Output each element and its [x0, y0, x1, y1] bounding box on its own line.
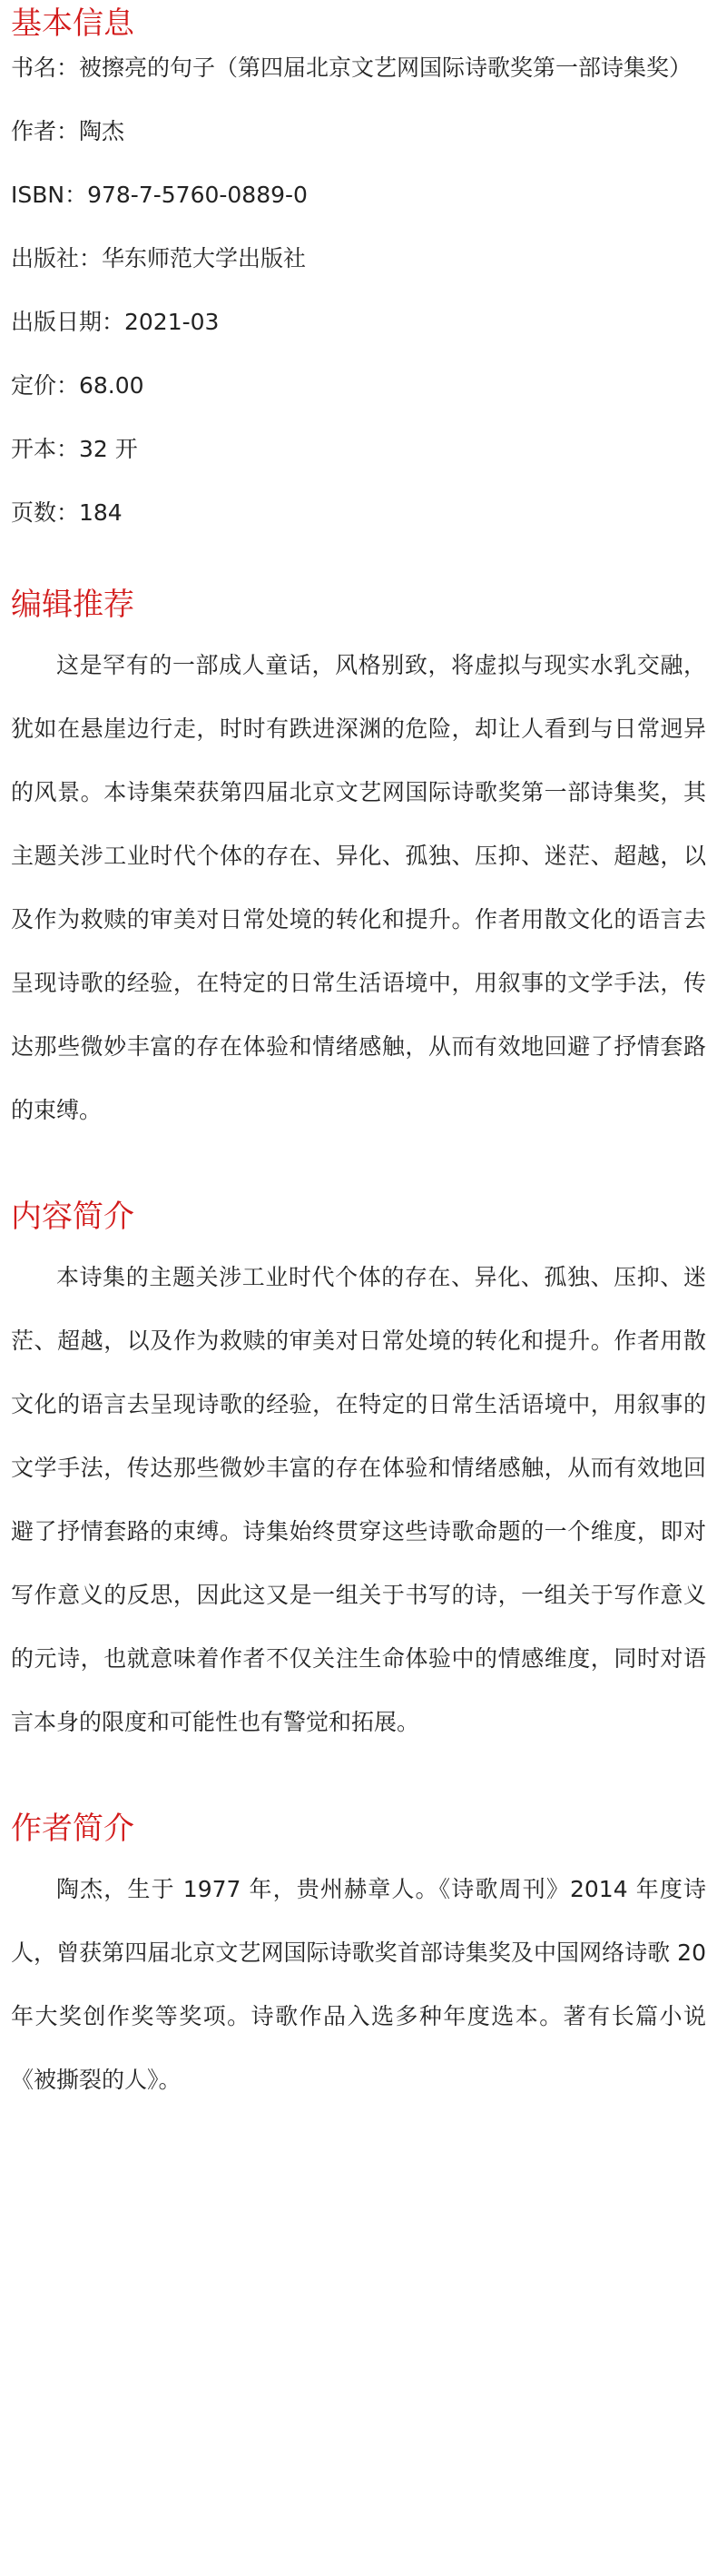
info-row-pages: 页数：184 — [11, 499, 123, 526]
info-row-title: 书名：被擦亮的句子（第四届北京文艺网国际诗歌奖第一部诗集奖） — [11, 54, 692, 81]
content-intro-section — [11, 1195, 706, 1754]
editor-recommend-text: 这是罕有的一部成人童话，风格别致，将虚拟与现实水乳交融，犹如在悬崖边行走，时时有跌进深渊的危险，却让人看到与日常迥异的风景。本诗集荣获第四届北京文艺网国际诗歌奖第一部诗集奖，其主题关涉工业时代个体的存在、异化、孤独、压抑、迷茫、超越，以及作为救赎的审美对日常处境的转化和提升。作者用散文化的语言去呈现诗歌的经验，在特定的日常生活语境中，用叙事的文学手法，传达那些微妙丰富的存在体验和情绪感触，从而有效地回避了抒情套路的束缚。 — [11, 652, 706, 1123]
content-intro-heading: 内容简介 — [11, 1199, 134, 1235]
info-row-isbn: ISBN：978-7-5760-0889-0 — [11, 182, 308, 208]
author-intro-section — [11, 1807, 706, 2112]
author-intro-heading: 作者简介 — [11, 1811, 134, 1847]
info-row-price: 定价：68.00 — [11, 372, 144, 399]
basic-info-section — [11, 0, 706, 527]
info-row-format: 开本：32 开 — [11, 436, 138, 462]
editor-recommend-section — [11, 583, 706, 1142]
info-row-publisher: 出版社：华东师范大学出版社 — [11, 245, 307, 271]
basic-info-heading: 基本信息 — [11, 5, 134, 42]
info-row-publish-date: 出版日期：2021-03 — [11, 309, 220, 335]
author-intro-text: 陶杰，生于 1977 年，贵州赫章人。《诗歌周刊》2014 年度诗人，曾获第四届北京文艺网国际诗歌奖首部诗集奖及中国网络诗歌 20 年大奖创作奖等奖项。诗歌作品入选多种年度选本。著有长篇小说《被撕裂的人》。 — [11, 1876, 706, 2093]
info-row-author: 作者：陶杰 — [11, 118, 125, 144]
basic-info-list — [11, 54, 706, 527]
content-intro-text: 本诗集的主题关涉工业时代个体的存在、异化、孤独、压抑、迷茫、超越，以及作为救赎的审美对日常处境的转化和提升。作者用散文化的语言去呈现诗歌的经验，在特定的日常生活语境中，用叙事的文学手法，传达那些微妙丰富的存在体验和情绪感触，从而有效地回避了抒情套路的束缚。诗集始终贯穿这些诗歌命题的一个维度，即对写作意义的反思，因此这又是一组关于书写的诗，一组关于写作意义的元诗，也就意味着作者不仅关注生命体验中的情感维度，同时对语言本身的限度和可能性也有警觉和拓展。 — [11, 1264, 706, 1735]
editor-recommend-heading: 编辑推荐 — [11, 587, 134, 623]
